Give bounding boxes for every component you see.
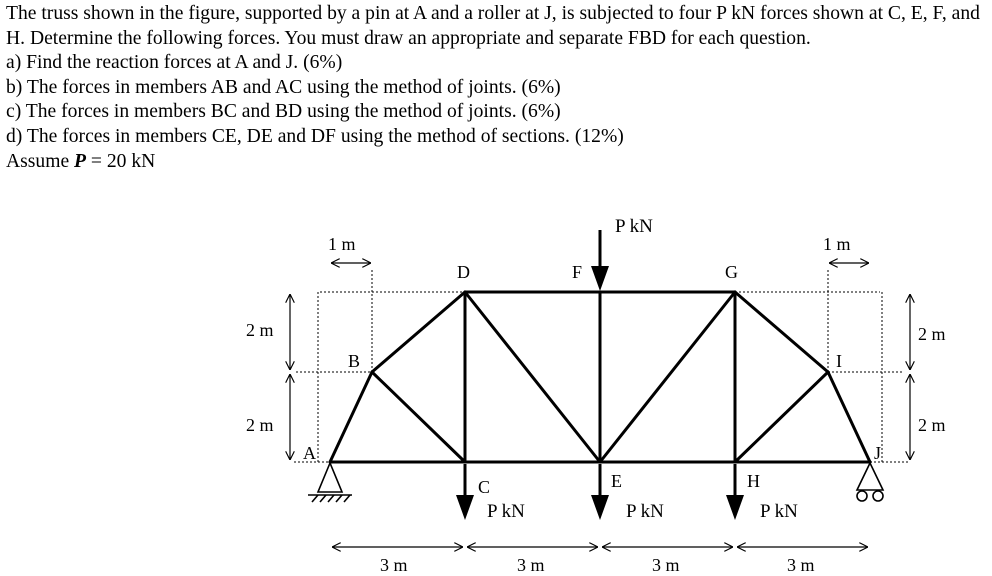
node-label-B: B [348,351,361,371]
dim-right-offset: 1 m [823,234,851,254]
assume-prefix: Assume [6,150,75,172]
member-AB [330,372,372,462]
load-label-H: P kN [760,501,798,522]
member-DE [465,292,600,462]
node-label-F: F [572,262,583,282]
question-a: a) Find the reaction forces at A and J. (6%) [6,52,343,74]
load-label-E: P kN [626,501,664,522]
dimension-labels [246,234,946,575]
load-arrowhead-H [726,495,744,520]
question-b: b) The forces in members AB and AC using the method of joints. (6%) [6,76,561,98]
node-label-C: C [478,477,491,497]
problem-intro: The truss shown in the figure, supported by a pin at A and a roller at J, is subjected to four P kN forces shown at C, E, F, and H. Determine the following forces. You must draw an appropriate and separate FBD for each question. [6,3,980,49]
dim-span-1: 3 m [380,555,408,575]
dim-span-4: 3 m [787,555,815,575]
dim-left-offset: 1 m [328,234,356,254]
member-GI [735,292,828,372]
member-BC [372,372,465,462]
dim-span-3: 3 m [652,555,680,575]
load-label-C: P kN [487,501,525,522]
member-BD [372,292,465,372]
dim-left-lower: 2 m [246,415,274,435]
load-arrowhead-E [591,495,609,520]
dim-right-upper: 2 m [918,324,946,344]
node-label-J: J [874,443,882,463]
node-label-I: I [836,351,842,371]
pin-support-A [308,463,352,502]
node-label-A: A [303,443,316,463]
dim-left-upper: 2 m [246,320,274,340]
roller-support-J [857,463,883,501]
assume-value: = 20 kN [86,150,156,172]
node-label-E: E [611,471,622,491]
node-label-G: G [725,262,738,282]
assume-symbol: P [74,150,87,172]
question-c: c) The forces in members BC and BD using the method of joints. (6%) [6,101,561,123]
dim-span-2: 3 m [517,555,545,575]
node-label-D: D [457,262,470,282]
question-d: d) The forces in members CE, DE and DF using the method of sections. (12%) [6,125,624,147]
dim-right-lower: 2 m [918,415,946,435]
truss-members [330,292,870,462]
node-label-H: H [747,471,760,491]
load-label-top: P kN [615,216,653,237]
load-arrowhead-C [456,495,474,520]
load-arrowhead-F [591,266,609,291]
member-HI [735,372,828,462]
member-EG [600,292,735,462]
member-IJ [828,372,870,462]
